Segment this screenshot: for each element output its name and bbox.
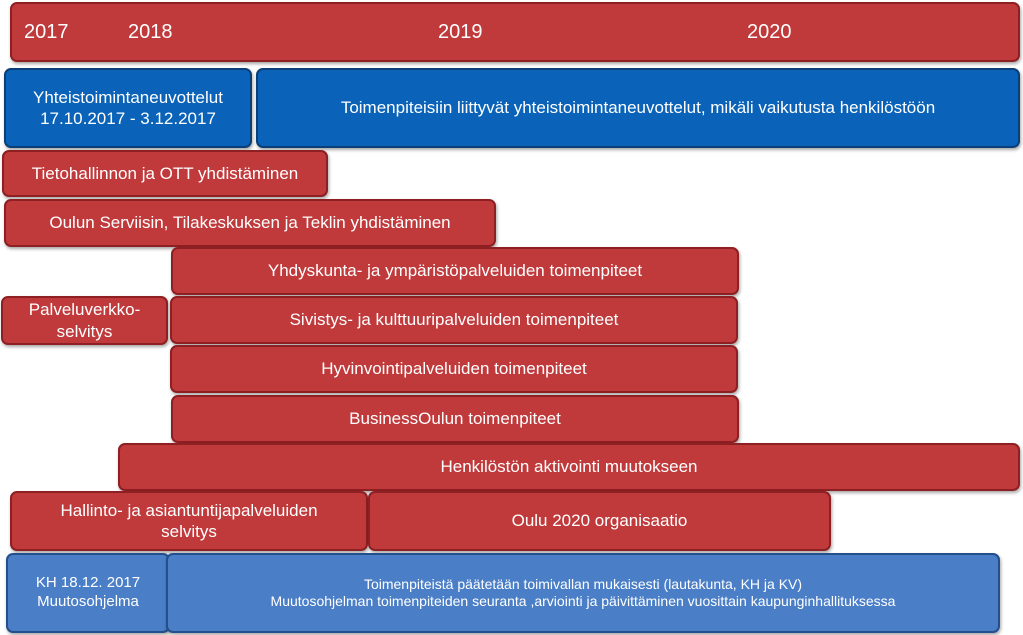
hyvinvointi-label: Hyvinvointipalveluiden toimenpiteet [321, 359, 587, 379]
businessoulu-label: BusinessOulun toimenpiteet [349, 409, 561, 429]
yt-neuvottelut-bar [4, 68, 252, 148]
henkilosto-label: Henkilöstön aktivointi muutokseen [440, 457, 698, 477]
year-2020: 2020 [747, 21, 792, 43]
henkilosto-bar [118, 443, 1020, 491]
hallinto-label-1: Hallinto- ja asiantuntijapalveluiden [60, 500, 318, 520]
hallinto-bar [10, 491, 368, 551]
palveluverkko-label-1: Palveluverkko- [28, 300, 141, 320]
palveluverkko-label-2: selvitys [56, 321, 113, 341]
yhdyskunta-label: Yhdyskunta- ja ympäristöpalveluiden toimenpiteet [267, 261, 643, 281]
yt-neuvottelut-dates: 17.10.2017 - 3.12.2017 [40, 109, 216, 128]
year-2019: 2019 [438, 21, 483, 43]
toimenpiteista-bar [166, 553, 1000, 633]
tietohallinto-bar [2, 150, 328, 197]
kh-bar [6, 553, 170, 633]
sivistys-bar [170, 296, 738, 344]
oulu2020-label: Oulu 2020 organisaatio [511, 511, 688, 531]
kh-label-2: Muutosohjelma [37, 593, 139, 610]
serviisi-label: Oulun Serviisin, Tilakeskuksen ja Teklin yhdistäminen [49, 213, 451, 233]
toimenpiteisiin-yt-bar [256, 68, 1020, 148]
palveluverkko-bar [1, 296, 168, 345]
hallinto-label-2: selvitys [161, 522, 217, 541]
toimenpiteista-label-2: Muutosohjelman toimenpiteiden seuranta ,arviointi ja päivittäminen vuosittain kaupunginhallituksessa [270, 593, 896, 609]
yt-neuvottelut-label: Yhteistoimintaneuvottelut [33, 87, 223, 107]
kh-label-1: KH 18.12. 2017 [35, 574, 141, 592]
sivistys-label: Sivistys- ja kulttuuripalveluiden toimenpiteet [289, 310, 619, 330]
businessoulu-bar [171, 395, 739, 443]
year-2017: 2017 [24, 21, 69, 43]
year-2018: 2018 [128, 21, 173, 43]
oulu2020-bar [368, 491, 831, 551]
tietohallinto-label: Tietohallinnon ja OTT yhdistäminen [31, 163, 299, 183]
hyvinvointi-bar [170, 345, 738, 393]
toimenpiteisiin-yt-label: Toimenpiteisiin liittyvät yhteistoimintaneuvottelut, mikäli vaikutusta henkilöstöön [340, 98, 936, 118]
yhdyskunta-bar [171, 247, 739, 295]
serviisi-bar [4, 199, 496, 247]
toimenpiteista-label-1: Toimenpiteistä päätetään toimivallan mukaisesti (lautakunta, KH ja KV) [363, 575, 803, 592]
